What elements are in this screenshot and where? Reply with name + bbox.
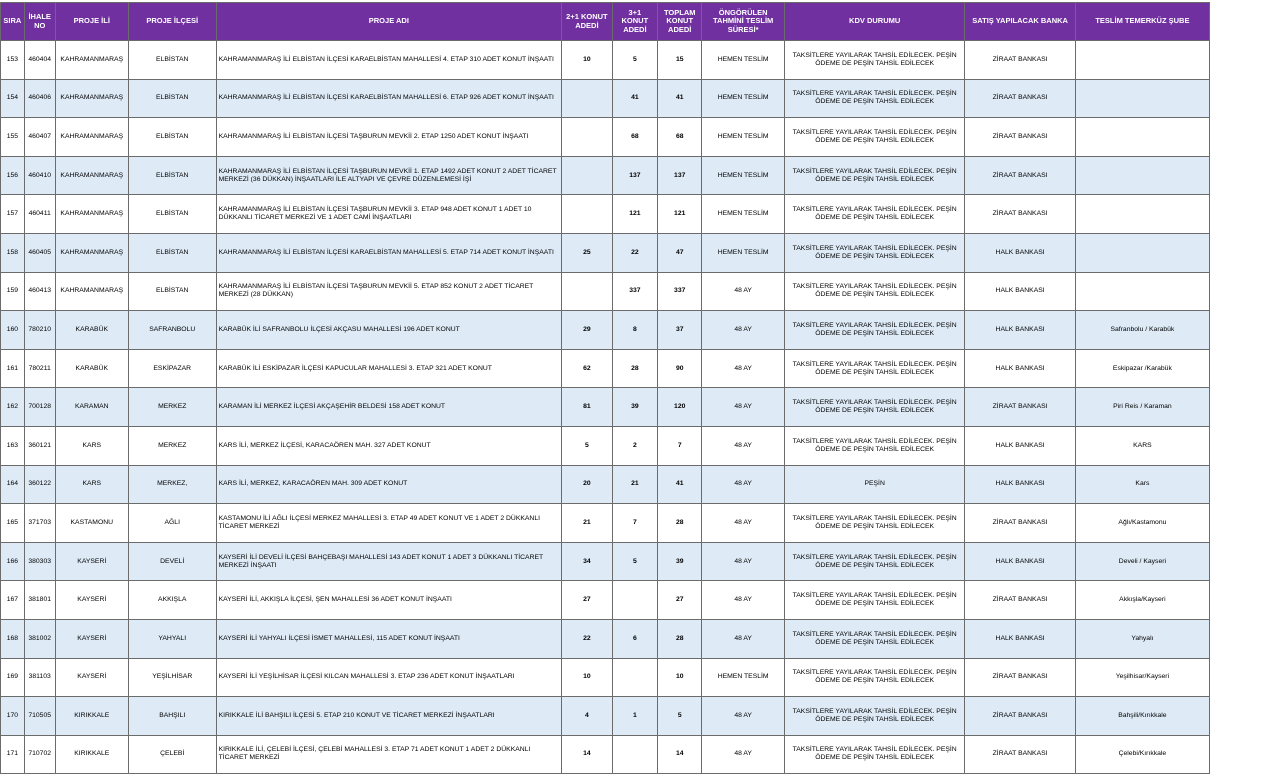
cell-banka: HALK BANKASI bbox=[965, 426, 1075, 465]
cell-proje-ili: KAYSERİ bbox=[55, 619, 128, 658]
cell-2plus1 bbox=[562, 272, 613, 311]
cell-toplam: 15 bbox=[658, 41, 702, 80]
table-row bbox=[1, 658, 1210, 697]
table-row bbox=[1, 79, 1210, 118]
cell-toplam: 90 bbox=[658, 349, 702, 388]
cell-kdv-durumu: TAKSİTLERE YAYILARAK TAHSİL EDİLECEK. PEŞİN ÖDEME DE PEŞİN TAHSİL EDİLECEK bbox=[784, 156, 965, 195]
table-row bbox=[1, 388, 1210, 427]
cell-banka: HALK BANKASI bbox=[965, 465, 1075, 504]
cell-teslim-suresi: HEMEN TESLİM bbox=[702, 233, 785, 272]
cell-kdv-durumu: TAKSİTLERE YAYILARAK TAHSİL EDİLECEK. PEŞİN ÖDEME DE PEŞİN TAHSİL EDİLECEK bbox=[784, 426, 965, 465]
cell-sira: 158 bbox=[1, 233, 25, 272]
table-row bbox=[1, 349, 1210, 388]
table-body bbox=[1, 41, 1210, 774]
cell-teslim-sube: KARS bbox=[1075, 426, 1209, 465]
cell-ihale-no: 380303 bbox=[24, 542, 55, 581]
cell-sira: 168 bbox=[1, 619, 25, 658]
cell-3plus1: 137 bbox=[612, 156, 657, 195]
cell-2plus1 bbox=[562, 79, 613, 118]
cell-2plus1: 20 bbox=[562, 465, 613, 504]
cell-banka: ZİRAAT BANKASI bbox=[965, 697, 1075, 736]
cell-teslim-suresi: 48 AY bbox=[702, 504, 785, 543]
cell-proje-ili: KARS bbox=[55, 465, 128, 504]
table-row bbox=[1, 195, 1210, 234]
table-row bbox=[1, 504, 1210, 543]
cell-ihale-no: 371703 bbox=[24, 504, 55, 543]
cell-banka: ZİRAAT BANKASI bbox=[965, 118, 1075, 157]
cell-toplam: 10 bbox=[658, 658, 702, 697]
cell-banka: ZİRAAT BANKASI bbox=[965, 735, 1075, 774]
cell-proje-ili: KAHRAMANMARAŞ bbox=[55, 156, 128, 195]
cell-teslim-suresi: 48 AY bbox=[702, 349, 785, 388]
cell-teslim-suresi: HEMEN TESLİM bbox=[702, 79, 785, 118]
cell-teslim-suresi: 48 AY bbox=[702, 735, 785, 774]
cell-2plus1: 62 bbox=[562, 349, 613, 388]
cell-3plus1: 28 bbox=[612, 349, 657, 388]
cell-banka: ZİRAAT BANKASI bbox=[965, 195, 1075, 234]
cell-kdv-durumu: TAKSİTLERE YAYILARAK TAHSİL EDİLECEK. PEŞİN ÖDEME DE PEŞİN TAHSİL EDİLECEK bbox=[784, 388, 965, 427]
cell-proje-ili: KAHRAMANMARAŞ bbox=[55, 118, 128, 157]
cell-proje-adi: KAHRAMANMARAŞ İLİ ELBİSTAN İLÇESİ TAŞBURUN MEVKİİ 5. ETAP 852 KONUT 2 ADET TİCARET MERKEZİ (28 DÜKKAN) bbox=[216, 272, 562, 311]
cell-2plus1: 4 bbox=[562, 697, 613, 736]
cell-3plus1: 6 bbox=[612, 619, 657, 658]
cell-proje-ilcesi: ESKİPAZAR bbox=[128, 349, 216, 388]
table-row bbox=[1, 426, 1210, 465]
cell-ihale-no: 460406 bbox=[24, 79, 55, 118]
cell-teslim-sube: Safranbolu / Karabük bbox=[1075, 311, 1209, 350]
cell-sira: 159 bbox=[1, 272, 25, 311]
cell-proje-adi: KAHRAMANMARAŞ İLİ ELBİSTAN İLÇESİ TAŞBURUN MEVKİİ 1. ETAP 1492 ADET KONUT 2 ADET TİCARET MERKEZİ (36 DÜKKAN) İNŞAATLARI İLE ALTYAPI VE ÇEVRE DÜZENLEMESİ İŞİ bbox=[216, 156, 562, 195]
cell-proje-ili: KAYSERİ bbox=[55, 581, 128, 620]
cell-toplam: 7 bbox=[658, 426, 702, 465]
cell-proje-ilcesi: ÇELEBİ bbox=[128, 735, 216, 774]
cell-teslim-sube bbox=[1075, 41, 1209, 80]
cell-proje-ilcesi: MERKEZ bbox=[128, 388, 216, 427]
cell-sira: 154 bbox=[1, 79, 25, 118]
cell-banka: HALK BANKASI bbox=[965, 619, 1075, 658]
cell-teslim-sube: Yahyalı bbox=[1075, 619, 1209, 658]
cell-proje-ili: KARAMAN bbox=[55, 388, 128, 427]
cell-3plus1: 2 bbox=[612, 426, 657, 465]
cell-toplam: 5 bbox=[658, 697, 702, 736]
cell-teslim-suresi: 48 AY bbox=[702, 465, 785, 504]
cell-banka: ZİRAAT BANKASI bbox=[965, 504, 1075, 543]
project-table-container bbox=[0, 2, 1210, 774]
header-sira: SIRA bbox=[1, 3, 25, 41]
cell-teslim-sube bbox=[1075, 156, 1209, 195]
cell-teslim-suresi: HEMEN TESLİM bbox=[702, 658, 785, 697]
cell-2plus1: 21 bbox=[562, 504, 613, 543]
cell-3plus1: 5 bbox=[612, 41, 657, 80]
cell-2plus1 bbox=[562, 156, 613, 195]
cell-proje-adi: KAHRAMANMARAŞ İLİ ELBİSTAN İLÇESİ KARAELBİSTAN MAHALLESİ 4. ETAP 310 ADET KONUT İNŞAATI bbox=[216, 41, 562, 80]
cell-teslim-sube: Akkışla/Kayseri bbox=[1075, 581, 1209, 620]
cell-teslim-sube bbox=[1075, 79, 1209, 118]
table-row bbox=[1, 465, 1210, 504]
cell-proje-ili: KIRIKKALE bbox=[55, 697, 128, 736]
cell-banka: HALK BANKASI bbox=[965, 233, 1075, 272]
cell-proje-ili: KAHRAMANMARAŞ bbox=[55, 195, 128, 234]
cell-teslim-sube bbox=[1075, 195, 1209, 234]
cell-ihale-no: 700128 bbox=[24, 388, 55, 427]
header-teslim-suresi: ÖNGÖRÜLEN TAHMİNİ TESLİM SÜRESİ* bbox=[702, 3, 785, 41]
table-row bbox=[1, 581, 1210, 620]
cell-teslim-sube bbox=[1075, 118, 1209, 157]
cell-3plus1: 1 bbox=[612, 697, 657, 736]
cell-2plus1: 5 bbox=[562, 426, 613, 465]
cell-toplam: 39 bbox=[658, 542, 702, 581]
cell-teslim-sube: Bahşili/Kırıkkale bbox=[1075, 697, 1209, 736]
cell-kdv-durumu: TAKSİTLERE YAYILARAK TAHSİL EDİLECEK. PEŞİN ÖDEME DE PEŞİN TAHSİL EDİLECEK bbox=[784, 272, 965, 311]
cell-proje-adi: KAHRAMANMARAŞ İLİ ELBİSTAN İLÇESİ TAŞBURUN MEVKİİ 2. ETAP 1250 ADET KONUT İNŞAATI bbox=[216, 118, 562, 157]
cell-proje-ilcesi: ELBİSTAN bbox=[128, 79, 216, 118]
cell-3plus1: 39 bbox=[612, 388, 657, 427]
cell-ihale-no: 460405 bbox=[24, 233, 55, 272]
cell-3plus1: 7 bbox=[612, 504, 657, 543]
cell-2plus1: 25 bbox=[562, 233, 613, 272]
header-row bbox=[1, 3, 1210, 41]
cell-proje-adi: KARAMAN İLİ MERKEZ İLÇESİ AKÇAŞEHİR BELDESİ 158 ADET KONUT bbox=[216, 388, 562, 427]
cell-teslim-sube: Yeşilhisar/Kayseri bbox=[1075, 658, 1209, 697]
cell-2plus1 bbox=[562, 118, 613, 157]
cell-sira: 156 bbox=[1, 156, 25, 195]
cell-kdv-durumu: TAKSİTLERE YAYILARAK TAHSİL EDİLECEK. PEŞİN ÖDEME DE PEŞİN TAHSİL EDİLECEK bbox=[784, 542, 965, 581]
cell-teslim-sube: Çelebi/Kırıkkale bbox=[1075, 735, 1209, 774]
cell-3plus1: 5 bbox=[612, 542, 657, 581]
header-proje-ili: PROJE İLİ bbox=[55, 3, 128, 41]
cell-2plus1: 22 bbox=[562, 619, 613, 658]
cell-proje-ilcesi: YEŞİLHİSAR bbox=[128, 658, 216, 697]
cell-proje-ilcesi: SAFRANBOLU bbox=[128, 311, 216, 350]
table-row bbox=[1, 697, 1210, 736]
header-proje-adi: PROJE ADI bbox=[216, 3, 562, 41]
cell-banka: HALK BANKASI bbox=[965, 349, 1075, 388]
cell-proje-ilcesi: AKKIŞLA bbox=[128, 581, 216, 620]
cell-banka: ZİRAAT BANKASI bbox=[965, 581, 1075, 620]
cell-sira: 167 bbox=[1, 581, 25, 620]
cell-proje-ilcesi: ELBİSTAN bbox=[128, 41, 216, 80]
cell-proje-ili: KASTAMONU bbox=[55, 504, 128, 543]
cell-ihale-no: 360121 bbox=[24, 426, 55, 465]
cell-2plus1: 34 bbox=[562, 542, 613, 581]
cell-teslim-suresi: 48 AY bbox=[702, 426, 785, 465]
cell-banka: ZİRAAT BANKASI bbox=[965, 79, 1075, 118]
cell-2plus1: 14 bbox=[562, 735, 613, 774]
cell-ihale-no: 381801 bbox=[24, 581, 55, 620]
cell-toplam: 137 bbox=[658, 156, 702, 195]
cell-sira: 161 bbox=[1, 349, 25, 388]
cell-3plus1 bbox=[612, 658, 657, 697]
table-row bbox=[1, 233, 1210, 272]
cell-proje-ilcesi: MERKEZ bbox=[128, 426, 216, 465]
cell-2plus1: 10 bbox=[562, 41, 613, 80]
header-3plus1: 3+1 KONUT ADEDİ bbox=[612, 3, 657, 41]
cell-proje-adi: KAYSERİ İLİ YAHYALI İLÇESİ İSMET MAHALLESİ, 115 ADET KONUT İNŞAATI bbox=[216, 619, 562, 658]
table-row bbox=[1, 619, 1210, 658]
cell-proje-ilcesi: YAHYALI bbox=[128, 619, 216, 658]
cell-teslim-sube bbox=[1075, 272, 1209, 311]
cell-proje-ili: KARS bbox=[55, 426, 128, 465]
cell-proje-ilcesi: ELBİSTAN bbox=[128, 156, 216, 195]
cell-sira: 163 bbox=[1, 426, 25, 465]
cell-proje-ili: KAHRAMANMARAŞ bbox=[55, 272, 128, 311]
header-proje-ilcesi: PROJE İLÇESİ bbox=[128, 3, 216, 41]
cell-teslim-suresi: 48 AY bbox=[702, 697, 785, 736]
header-kdv-durumu: KDV DURUMU bbox=[784, 3, 965, 41]
cell-proje-adi: KARABÜK İLİ SAFRANBOLU İLÇESİ AKÇASU MAHALLESİ 196 ADET KONUT bbox=[216, 311, 562, 350]
cell-toplam: 27 bbox=[658, 581, 702, 620]
cell-ihale-no: 460404 bbox=[24, 41, 55, 80]
table-row bbox=[1, 272, 1210, 311]
cell-teslim-sube bbox=[1075, 233, 1209, 272]
cell-proje-ili: KAYSERİ bbox=[55, 542, 128, 581]
cell-3plus1: 8 bbox=[612, 311, 657, 350]
cell-proje-ili: KARABÜK bbox=[55, 311, 128, 350]
cell-banka: HALK BANKASI bbox=[965, 311, 1075, 350]
cell-teslim-suresi: HEMEN TESLİM bbox=[702, 156, 785, 195]
cell-toplam: 47 bbox=[658, 233, 702, 272]
cell-banka: ZİRAAT BANKASI bbox=[965, 156, 1075, 195]
cell-teslim-suresi: 48 AY bbox=[702, 542, 785, 581]
cell-proje-adi: KARS İLİ, MERKEZ İLÇESİ, KARACAÖREN MAH. 327 ADET KONUT bbox=[216, 426, 562, 465]
header-banka: SATIŞ YAPILACAK BANKA bbox=[965, 3, 1075, 41]
cell-sira: 162 bbox=[1, 388, 25, 427]
cell-sira: 170 bbox=[1, 697, 25, 736]
header-2plus1: 2+1 KONUT ADEDİ bbox=[562, 3, 613, 41]
cell-teslim-suresi: 48 AY bbox=[702, 388, 785, 427]
header-ihale-no: İHALE NO bbox=[24, 3, 55, 41]
cell-kdv-durumu: TAKSİTLERE YAYILARAK TAHSİL EDİLECEK. PEŞİN ÖDEME DE PEŞİN TAHSİL EDİLECEK bbox=[784, 697, 965, 736]
cell-3plus1: 41 bbox=[612, 79, 657, 118]
cell-2plus1: 10 bbox=[562, 658, 613, 697]
cell-ihale-no: 460413 bbox=[24, 272, 55, 311]
cell-toplam: 14 bbox=[658, 735, 702, 774]
cell-proje-adi: KAYSERİ İLİ DEVELİ İLÇESİ BAHÇEBAŞI MAHALLESİ 143 ADET KONUT 1 ADET 3 DÜKKANLI TİCARET MERKEZİ İNŞAATI bbox=[216, 542, 562, 581]
cell-kdv-durumu: TAKSİTLERE YAYILARAK TAHSİL EDİLECEK. PEŞİN ÖDEME DE PEŞİN TAHSİL EDİLECEK bbox=[784, 195, 965, 234]
cell-proje-ili: KAYSERİ bbox=[55, 658, 128, 697]
cell-teslim-sube: Develi / Kayseri bbox=[1075, 542, 1209, 581]
cell-teslim-suresi: HEMEN TESLİM bbox=[702, 118, 785, 157]
cell-teslim-suresi: 48 AY bbox=[702, 272, 785, 311]
cell-ihale-no: 780211 bbox=[24, 349, 55, 388]
cell-banka: ZİRAAT BANKASI bbox=[965, 41, 1075, 80]
cell-proje-ilcesi: MERKEZ, bbox=[128, 465, 216, 504]
cell-kdv-durumu: TAKSİTLERE YAYILARAK TAHSİL EDİLECEK. PEŞİN ÖDEME DE PEŞİN TAHSİL EDİLECEK bbox=[784, 658, 965, 697]
cell-toplam: 120 bbox=[658, 388, 702, 427]
cell-kdv-durumu: TAKSİTLERE YAYILARAK TAHSİL EDİLECEK. PEŞİN ÖDEME DE PEŞİN TAHSİL EDİLECEK bbox=[784, 581, 965, 620]
table-row bbox=[1, 118, 1210, 157]
cell-kdv-durumu: TAKSİTLERE YAYILARAK TAHSİL EDİLECEK. PEŞİN ÖDEME DE PEŞİN TAHSİL EDİLECEK bbox=[784, 118, 965, 157]
header-teslim-sube: TESLİM TEMERKÜZ ŞUBE bbox=[1075, 3, 1209, 41]
cell-3plus1 bbox=[612, 735, 657, 774]
cell-toplam: 28 bbox=[658, 619, 702, 658]
cell-ihale-no: 381002 bbox=[24, 619, 55, 658]
cell-sira: 165 bbox=[1, 504, 25, 543]
cell-sira: 160 bbox=[1, 311, 25, 350]
cell-kdv-durumu: TAKSİTLERE YAYILARAK TAHSİL EDİLECEK. PEŞİN ÖDEME DE PEŞİN TAHSİL EDİLECEK bbox=[784, 41, 965, 80]
cell-proje-adi: KASTAMONU İLİ AĞLI İLÇESİ MERKEZ MAHALLESİ 3. ETAP 49 ADET KONUT VE 1 ADET 2 DÜKKANLI TİCARET MERKEZİ bbox=[216, 504, 562, 543]
cell-kdv-durumu: TAKSİTLERE YAYILARAK TAHSİL EDİLECEK. PEŞİN ÖDEME DE PEŞİN TAHSİL EDİLECEK bbox=[784, 504, 965, 543]
cell-ihale-no: 360122 bbox=[24, 465, 55, 504]
cell-banka: HALK BANKASI bbox=[965, 542, 1075, 581]
cell-teslim-suresi: 48 AY bbox=[702, 619, 785, 658]
cell-teslim-suresi: 48 AY bbox=[702, 311, 785, 350]
project-table bbox=[0, 2, 1210, 774]
cell-proje-ilcesi: DEVELİ bbox=[128, 542, 216, 581]
cell-proje-adi: KAHRAMANMARAŞ İLİ ELBİSTAN İLÇESİ KARAELBİSTAN MAHALLESİ 6. ETAP 926 ADET KONUT İNŞAATI bbox=[216, 79, 562, 118]
table-row bbox=[1, 156, 1210, 195]
cell-banka: HALK BANKASI bbox=[965, 272, 1075, 311]
cell-toplam: 37 bbox=[658, 311, 702, 350]
cell-proje-ilcesi: ELBİSTAN bbox=[128, 233, 216, 272]
cell-proje-adi: KAYSERİ İLİ, AKKIŞLA İLÇESİ, ŞEN MAHALLESİ 36 ADET KONUT İNŞAATI bbox=[216, 581, 562, 620]
cell-kdv-durumu: PEŞİN bbox=[784, 465, 965, 504]
cell-sira: 157 bbox=[1, 195, 25, 234]
cell-teslim-suresi: 48 AY bbox=[702, 581, 785, 620]
cell-sira: 166 bbox=[1, 542, 25, 581]
cell-ihale-no: 710505 bbox=[24, 697, 55, 736]
cell-ihale-no: 460410 bbox=[24, 156, 55, 195]
cell-proje-ili: KAHRAMANMARAŞ bbox=[55, 233, 128, 272]
cell-ihale-no: 381103 bbox=[24, 658, 55, 697]
cell-teslim-suresi: HEMEN TESLİM bbox=[702, 195, 785, 234]
cell-2plus1 bbox=[562, 195, 613, 234]
table-row bbox=[1, 311, 1210, 350]
cell-proje-adi: KAHRAMANMARAŞ İLİ ELBİSTAN İLÇESİ TAŞBURUN MEVKİİ 3. ETAP 948 ADET KONUT 1 ADET 10 DÜKKANLI TİCARET MERKEZİ VE 1 ADET CAMİ İNŞAATLARI bbox=[216, 195, 562, 234]
cell-ihale-no: 460407 bbox=[24, 118, 55, 157]
cell-toplam: 121 bbox=[658, 195, 702, 234]
cell-2plus1: 81 bbox=[562, 388, 613, 427]
cell-kdv-durumu: TAKSİTLERE YAYILARAK TAHSİL EDİLECEK. PEŞİN ÖDEME DE PEŞİN TAHSİL EDİLECEK bbox=[784, 735, 965, 774]
cell-proje-adi: KAHRAMANMARAŞ İLİ ELBİSTAN İLÇESİ KARAELBİSTAN MAHALLESİ 5. ETAP 714 ADET KONUT İNŞAATI bbox=[216, 233, 562, 272]
cell-toplam: 68 bbox=[658, 118, 702, 157]
cell-toplam: 41 bbox=[658, 79, 702, 118]
cell-teslim-sube: Ağlı/Kastamonu bbox=[1075, 504, 1209, 543]
table-row bbox=[1, 41, 1210, 80]
cell-teslim-sube: Piri Reis / Karaman bbox=[1075, 388, 1209, 427]
cell-kdv-durumu: TAKSİTLERE YAYILARAK TAHSİL EDİLECEK. PEŞİN ÖDEME DE PEŞİN TAHSİL EDİLECEK bbox=[784, 349, 965, 388]
cell-3plus1: 121 bbox=[612, 195, 657, 234]
cell-2plus1: 27 bbox=[562, 581, 613, 620]
cell-proje-ilcesi: AĞLI bbox=[128, 504, 216, 543]
cell-proje-ilcesi: BAHŞILI bbox=[128, 697, 216, 736]
table-row bbox=[1, 542, 1210, 581]
cell-teslim-sube: Eskipazar /Karabük bbox=[1075, 349, 1209, 388]
cell-proje-adi: KARABÜK İLİ ESKİPAZAR İLÇESİ KAPUCULAR MAHALLESİ 3. ETAP 321 ADET KONUT bbox=[216, 349, 562, 388]
cell-kdv-durumu: TAKSİTLERE YAYILARAK TAHSİL EDİLECEK. PEŞİN ÖDEME DE PEŞİN TAHSİL EDİLECEK bbox=[784, 233, 965, 272]
cell-proje-ilcesi: ELBİSTAN bbox=[128, 195, 216, 234]
cell-banka: ZİRAAT BANKASI bbox=[965, 388, 1075, 427]
cell-banka: ZİRAAT BANKASI bbox=[965, 658, 1075, 697]
cell-teslim-suresi: HEMEN TESLİM bbox=[702, 41, 785, 80]
cell-ihale-no: 780210 bbox=[24, 311, 55, 350]
cell-proje-adi: KIRIKKALE İLİ BAHŞILI İLÇESİ 5. ETAP 210 KONUT VE TİCARET MERKEZİ İNŞAATLARI bbox=[216, 697, 562, 736]
cell-kdv-durumu: TAKSİTLERE YAYILARAK TAHSİL EDİLECEK. PEŞİN ÖDEME DE PEŞİN TAHSİL EDİLECEK bbox=[784, 311, 965, 350]
page-margin bbox=[1210, 0, 1280, 773]
cell-ihale-no: 460411 bbox=[24, 195, 55, 234]
header-toplam: TOPLAM KONUT ADEDİ bbox=[658, 3, 702, 41]
cell-proje-ili: KIRIKKALE bbox=[55, 735, 128, 774]
cell-3plus1: 68 bbox=[612, 118, 657, 157]
cell-sira: 171 bbox=[1, 735, 25, 774]
cell-sira: 155 bbox=[1, 118, 25, 157]
cell-sira: 164 bbox=[1, 465, 25, 504]
cell-sira: 169 bbox=[1, 658, 25, 697]
cell-proje-ilcesi: ELBİSTAN bbox=[128, 118, 216, 157]
cell-proje-adi: KARS İLİ, MERKEZ, KARACAÖREN MAH. 309 ADET KONUT bbox=[216, 465, 562, 504]
cell-proje-ili: KAHRAMANMARAŞ bbox=[55, 41, 128, 80]
cell-3plus1: 21 bbox=[612, 465, 657, 504]
cell-3plus1 bbox=[612, 581, 657, 620]
cell-kdv-durumu: TAKSİTLERE YAYILARAK TAHSİL EDİLECEK. PEŞİN ÖDEME DE PEŞİN TAHSİL EDİLECEK bbox=[784, 619, 965, 658]
cell-proje-adi: KAYSERİ İLİ YEŞİLHİSAR İLÇESİ KILCAN MAHALLESİ 3. ETAP 236 ADET KONUT İNŞAATLARI bbox=[216, 658, 562, 697]
cell-2plus1: 29 bbox=[562, 311, 613, 350]
cell-toplam: 337 bbox=[658, 272, 702, 311]
cell-ihale-no: 710702 bbox=[24, 735, 55, 774]
cell-proje-adi: KIRIKKALE İLİ, ÇELEBİ İLÇESİ, ÇELEBİ MAHALLESİ 3. ETAP 71 ADET KONUT 1 ADET 2 DÜKKANLI TİCARET MERKEZİ bbox=[216, 735, 562, 774]
cell-teslim-sube: Kars bbox=[1075, 465, 1209, 504]
cell-3plus1: 337 bbox=[612, 272, 657, 311]
cell-proje-ili: KAHRAMANMARAŞ bbox=[55, 79, 128, 118]
cell-toplam: 41 bbox=[658, 465, 702, 504]
table-row bbox=[1, 735, 1210, 774]
cell-toplam: 28 bbox=[658, 504, 702, 543]
cell-kdv-durumu: TAKSİTLERE YAYILARAK TAHSİL EDİLECEK. PEŞİN ÖDEME DE PEŞİN TAHSİL EDİLECEK bbox=[784, 79, 965, 118]
cell-sira: 153 bbox=[1, 41, 25, 80]
cell-proje-ilcesi: ELBİSTAN bbox=[128, 272, 216, 311]
cell-3plus1: 22 bbox=[612, 233, 657, 272]
cell-proje-ili: KARABÜK bbox=[55, 349, 128, 388]
